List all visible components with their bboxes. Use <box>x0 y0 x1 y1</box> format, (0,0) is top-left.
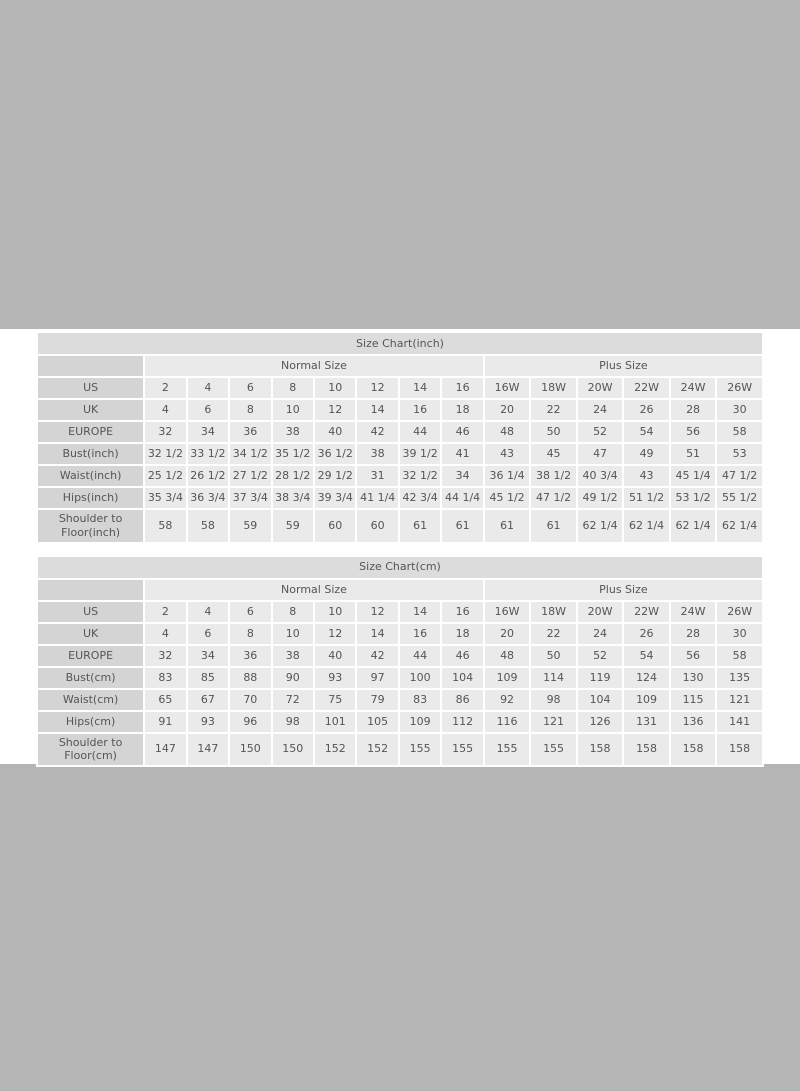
data-cell: 62 1/4 <box>578 510 623 542</box>
data-cell: 109 <box>400 712 440 732</box>
data-cell: 59 <box>230 510 270 542</box>
table-row <box>38 624 762 644</box>
data-cell: 114 <box>531 668 576 688</box>
data-cell: 28 1/2 <box>273 466 313 486</box>
data-cell: 24W <box>671 378 716 398</box>
data-cell: 39 3/4 <box>315 488 355 508</box>
data-cell: 38 1/2 <box>531 466 576 486</box>
data-cell: 10 <box>315 378 355 398</box>
data-cell: 62 1/4 <box>671 510 716 542</box>
table-row <box>38 444 762 464</box>
data-cell: 26 <box>624 624 669 644</box>
data-cell: 16 <box>442 378 482 398</box>
data-cell: 47 1/2 <box>531 488 576 508</box>
data-cell: 104 <box>578 690 623 710</box>
table-row <box>38 734 762 766</box>
data-cell: 43 <box>485 444 530 464</box>
data-cell: 2 <box>145 602 185 622</box>
data-cell: 152 <box>315 734 355 766</box>
tables-divider-gap <box>36 544 764 555</box>
data-cell: 121 <box>717 690 762 710</box>
table-title-row <box>38 557 762 578</box>
data-cell: 22W <box>624 378 669 398</box>
data-cell: 150 <box>230 734 270 766</box>
data-cell: 70 <box>230 690 270 710</box>
data-cell: 34 <box>442 466 482 486</box>
data-cell: 51 <box>671 444 716 464</box>
data-cell: 14 <box>357 400 397 420</box>
size-chart-cm-table <box>36 555 764 768</box>
table-row <box>38 488 762 508</box>
data-cell: 10 <box>273 400 313 420</box>
data-cell: 24 <box>578 624 623 644</box>
table-body <box>38 602 762 766</box>
data-cell: 53 <box>717 444 762 464</box>
data-cell: 12 <box>357 378 397 398</box>
table-body <box>38 378 762 542</box>
data-cell: 141 <box>717 712 762 732</box>
data-cell: 40 3/4 <box>578 466 623 486</box>
data-cell: 34 <box>188 422 228 442</box>
data-cell: 44 1/4 <box>442 488 482 508</box>
data-cell: 58 <box>717 422 762 442</box>
data-cell: 16W <box>485 602 530 622</box>
row-label: EUROPE <box>38 422 143 442</box>
table-row <box>38 510 762 542</box>
data-cell: 30 <box>717 400 762 420</box>
page-background-top <box>0 0 800 329</box>
data-cell: 4 <box>145 400 185 420</box>
data-cell: 50 <box>531 422 576 442</box>
data-cell: 6 <box>230 378 270 398</box>
data-cell: 155 <box>531 734 576 766</box>
data-cell: 42 3/4 <box>400 488 440 508</box>
row-label: Shoulder to Floor(cm) <box>38 734 143 766</box>
data-cell: 155 <box>485 734 530 766</box>
table-row <box>38 466 762 486</box>
data-cell: 32 1/2 <box>145 444 185 464</box>
data-cell: 4 <box>188 602 228 622</box>
data-cell: 51 1/2 <box>624 488 669 508</box>
table-row <box>38 378 762 398</box>
data-cell: 62 1/4 <box>624 510 669 542</box>
data-cell: 135 <box>717 668 762 688</box>
data-cell: 30 <box>717 624 762 644</box>
data-cell: 147 <box>188 734 228 766</box>
data-cell: 14 <box>400 378 440 398</box>
table-row <box>38 690 762 710</box>
data-cell: 130 <box>671 668 716 688</box>
data-cell: 155 <box>400 734 440 766</box>
table-row <box>38 712 762 732</box>
data-cell: 32 <box>145 646 185 666</box>
data-cell: 67 <box>188 690 228 710</box>
data-cell: 158 <box>624 734 669 766</box>
data-cell: 92 <box>485 690 530 710</box>
data-cell: 20 <box>485 400 530 420</box>
data-cell: 26W <box>717 602 762 622</box>
data-cell: 34 1/2 <box>230 444 270 464</box>
data-cell: 38 <box>273 646 313 666</box>
data-cell: 39 1/2 <box>400 444 440 464</box>
data-cell: 22 <box>531 624 576 644</box>
data-cell: 158 <box>717 734 762 766</box>
data-cell: 124 <box>624 668 669 688</box>
data-cell: 96 <box>230 712 270 732</box>
table-title: Size Chart(cm) <box>38 557 762 578</box>
data-cell: 45 <box>531 444 576 464</box>
row-label: EUROPE <box>38 646 143 666</box>
data-cell: 16 <box>442 602 482 622</box>
data-cell: 91 <box>145 712 185 732</box>
data-cell: 14 <box>400 602 440 622</box>
data-cell: 105 <box>357 712 397 732</box>
data-cell: 18W <box>531 378 576 398</box>
data-cell: 54 <box>624 646 669 666</box>
data-cell: 119 <box>578 668 623 688</box>
data-cell: 26 <box>624 400 669 420</box>
data-cell: 29 1/2 <box>315 466 355 486</box>
size-chart-inch-table <box>36 331 764 544</box>
data-cell: 42 <box>357 646 397 666</box>
table-row <box>38 602 762 622</box>
data-cell: 10 <box>273 624 313 644</box>
data-cell: 45 1/4 <box>671 466 716 486</box>
data-cell: 27 1/2 <box>230 466 270 486</box>
data-cell: 4 <box>145 624 185 644</box>
data-cell: 16W <box>485 378 530 398</box>
data-cell: 48 <box>485 422 530 442</box>
corner-cell <box>38 356 143 376</box>
data-cell: 158 <box>578 734 623 766</box>
data-cell: 4 <box>188 378 228 398</box>
table-row <box>38 422 762 442</box>
data-cell: 47 1/2 <box>717 466 762 486</box>
data-cell: 90 <box>273 668 313 688</box>
data-cell: 109 <box>485 668 530 688</box>
data-cell: 150 <box>273 734 313 766</box>
data-cell: 60 <box>357 510 397 542</box>
data-cell: 36 <box>230 422 270 442</box>
data-cell: 8 <box>230 400 270 420</box>
data-cell: 126 <box>578 712 623 732</box>
data-cell: 152 <box>357 734 397 766</box>
data-cell: 49 1/2 <box>578 488 623 508</box>
data-cell: 25 1/2 <box>145 466 185 486</box>
data-cell: 46 <box>442 422 482 442</box>
data-cell: 101 <box>315 712 355 732</box>
data-cell: 61 <box>485 510 530 542</box>
data-cell: 85 <box>188 668 228 688</box>
normal-size-group-header: Normal Size <box>145 356 483 376</box>
data-cell: 14 <box>357 624 397 644</box>
data-cell: 6 <box>230 602 270 622</box>
data-cell: 8 <box>273 602 313 622</box>
data-cell: 28 <box>671 624 716 644</box>
row-label: UK <box>38 400 143 420</box>
data-cell: 12 <box>357 602 397 622</box>
row-label: UK <box>38 624 143 644</box>
data-cell: 86 <box>442 690 482 710</box>
row-label: Hips(inch) <box>38 488 143 508</box>
data-cell: 36 <box>230 646 270 666</box>
data-cell: 98 <box>531 690 576 710</box>
size-chart-tables <box>36 331 764 767</box>
data-cell: 10 <box>315 602 355 622</box>
data-cell: 65 <box>145 690 185 710</box>
data-cell: 44 <box>400 646 440 666</box>
table-row <box>38 646 762 666</box>
data-cell: 56 <box>671 646 716 666</box>
data-cell: 18 <box>442 400 482 420</box>
data-cell: 131 <box>624 712 669 732</box>
data-cell: 83 <box>400 690 440 710</box>
data-cell: 88 <box>230 668 270 688</box>
data-cell: 97 <box>357 668 397 688</box>
data-cell: 62 1/4 <box>717 510 762 542</box>
data-cell: 56 <box>671 422 716 442</box>
data-cell: 72 <box>273 690 313 710</box>
table-row <box>38 400 762 420</box>
data-cell: 112 <box>442 712 482 732</box>
data-cell: 100 <box>400 668 440 688</box>
table-title-row <box>38 333 762 354</box>
data-cell: 33 1/2 <box>188 444 228 464</box>
data-cell: 38 <box>357 444 397 464</box>
data-cell: 38 3/4 <box>273 488 313 508</box>
data-cell: 35 3/4 <box>145 488 185 508</box>
data-cell: 44 <box>400 422 440 442</box>
data-cell: 26W <box>717 378 762 398</box>
plus-size-group-header: Plus Size <box>485 356 762 376</box>
row-label: Bust(cm) <box>38 668 143 688</box>
row-label: Waist(cm) <box>38 690 143 710</box>
data-cell: 20W <box>578 378 623 398</box>
data-cell: 20W <box>578 602 623 622</box>
data-cell: 54 <box>624 422 669 442</box>
data-cell: 59 <box>273 510 313 542</box>
data-cell: 58 <box>145 510 185 542</box>
data-cell: 2 <box>145 378 185 398</box>
data-cell: 61 <box>442 510 482 542</box>
data-cell: 79 <box>357 690 397 710</box>
data-cell: 22 <box>531 400 576 420</box>
row-label: US <box>38 378 143 398</box>
data-cell: 48 <box>485 646 530 666</box>
data-cell: 26 1/2 <box>188 466 228 486</box>
data-cell: 52 <box>578 646 623 666</box>
row-label: Hips(cm) <box>38 712 143 732</box>
data-cell: 42 <box>357 422 397 442</box>
data-cell: 32 1/2 <box>400 466 440 486</box>
data-cell: 50 <box>531 646 576 666</box>
data-cell: 12 <box>315 624 355 644</box>
data-cell: 18 <box>442 624 482 644</box>
row-label: Shoulder to Floor(inch) <box>38 510 143 542</box>
data-cell: 147 <box>145 734 185 766</box>
data-cell: 24W <box>671 602 716 622</box>
data-cell: 93 <box>188 712 228 732</box>
data-cell: 53 1/2 <box>671 488 716 508</box>
size-chart-content-band <box>0 329 800 764</box>
data-cell: 36 1/2 <box>315 444 355 464</box>
data-cell: 8 <box>273 378 313 398</box>
data-cell: 12 <box>315 400 355 420</box>
data-cell: 16 <box>400 624 440 644</box>
data-cell: 41 1/4 <box>357 488 397 508</box>
page-background-bottom <box>0 764 800 1091</box>
data-cell: 20 <box>485 624 530 644</box>
data-cell: 22W <box>624 602 669 622</box>
data-cell: 6 <box>188 400 228 420</box>
data-cell: 61 <box>531 510 576 542</box>
data-cell: 58 <box>717 646 762 666</box>
data-cell: 136 <box>671 712 716 732</box>
data-cell: 116 <box>485 712 530 732</box>
data-cell: 155 <box>442 734 482 766</box>
data-cell: 115 <box>671 690 716 710</box>
data-cell: 36 1/4 <box>485 466 530 486</box>
data-cell: 45 1/2 <box>485 488 530 508</box>
data-cell: 46 <box>442 646 482 666</box>
corner-cell <box>38 580 143 600</box>
data-cell: 104 <box>442 668 482 688</box>
data-cell: 31 <box>357 466 397 486</box>
data-cell: 58 <box>188 510 228 542</box>
data-cell: 40 <box>315 422 355 442</box>
data-cell: 16 <box>400 400 440 420</box>
row-label: Bust(inch) <box>38 444 143 464</box>
data-cell: 43 <box>624 466 669 486</box>
data-cell: 55 1/2 <box>717 488 762 508</box>
normal-size-group-header: Normal Size <box>145 580 483 600</box>
data-cell: 8 <box>230 624 270 644</box>
data-cell: 18W <box>531 602 576 622</box>
data-cell: 47 <box>578 444 623 464</box>
data-cell: 34 <box>188 646 228 666</box>
data-cell: 41 <box>442 444 482 464</box>
data-cell: 109 <box>624 690 669 710</box>
data-cell: 52 <box>578 422 623 442</box>
data-cell: 98 <box>273 712 313 732</box>
column-group-row <box>38 356 762 376</box>
data-cell: 40 <box>315 646 355 666</box>
row-label: US <box>38 602 143 622</box>
data-cell: 24 <box>578 400 623 420</box>
data-cell: 61 <box>400 510 440 542</box>
data-cell: 6 <box>188 624 228 644</box>
data-cell: 49 <box>624 444 669 464</box>
data-cell: 35 1/2 <box>273 444 313 464</box>
data-cell: 36 3/4 <box>188 488 228 508</box>
data-cell: 83 <box>145 668 185 688</box>
table-title: Size Chart(inch) <box>38 333 762 354</box>
column-group-row <box>38 580 762 600</box>
data-cell: 75 <box>315 690 355 710</box>
data-cell: 121 <box>531 712 576 732</box>
row-label: Waist(inch) <box>38 466 143 486</box>
data-cell: 60 <box>315 510 355 542</box>
data-cell: 38 <box>273 422 313 442</box>
data-cell: 93 <box>315 668 355 688</box>
data-cell: 37 3/4 <box>230 488 270 508</box>
plus-size-group-header: Plus Size <box>485 580 762 600</box>
data-cell: 28 <box>671 400 716 420</box>
data-cell: 32 <box>145 422 185 442</box>
data-cell: 158 <box>671 734 716 766</box>
table-row <box>38 668 762 688</box>
